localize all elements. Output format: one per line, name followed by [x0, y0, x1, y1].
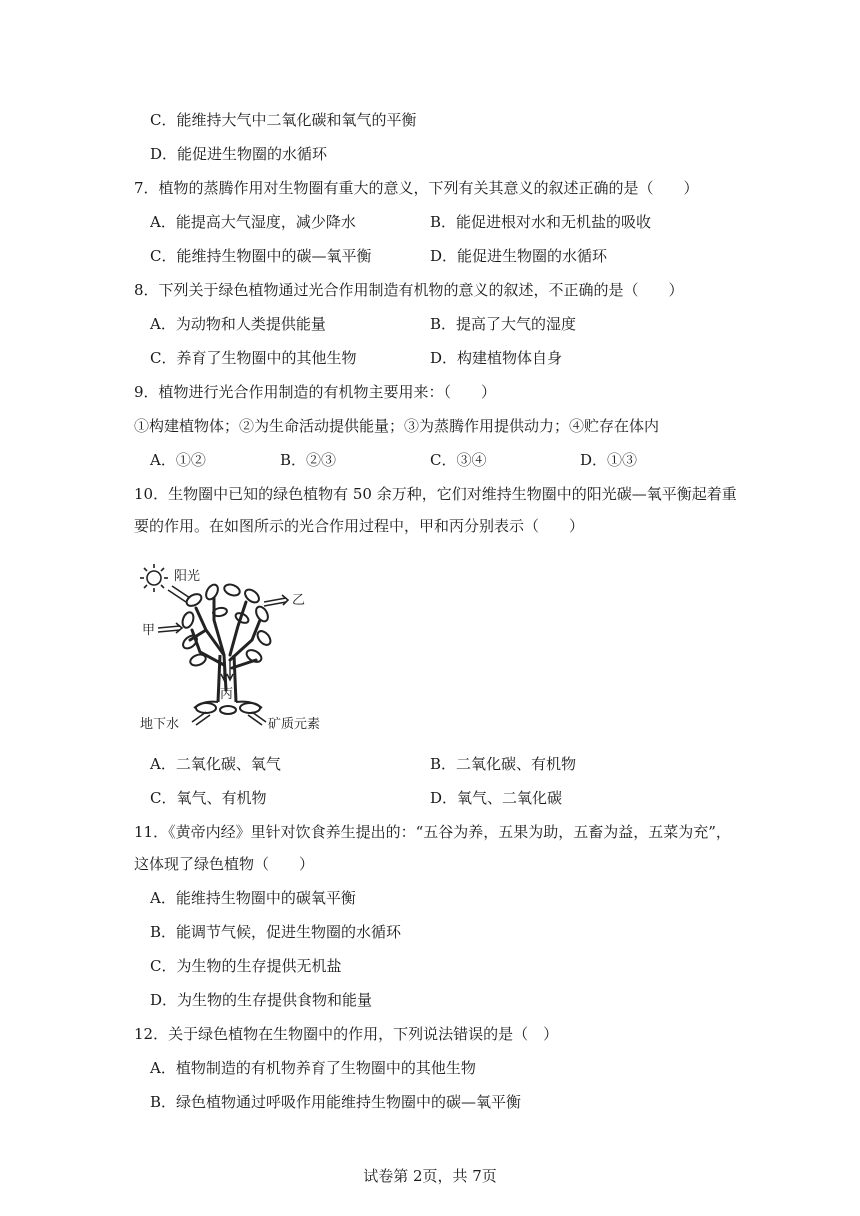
q12-option-b: B．绿色植物通过呼吸作用能维持生物圈中的碳—氧平衡 — [150, 1093, 522, 1111]
q12-stem: 12．关于绿色植物在生物圈中的作用，下列说法错误的是（ ） — [134, 1025, 559, 1043]
q11-stem-line2: 这体现了绿色植物（ ） — [134, 855, 315, 873]
tree-diagram — [134, 560, 334, 735]
q8-option-a: A．为动物和人类提供能量 — [150, 315, 326, 333]
q11-option-d: D．为生物的生存提供食物和能量 — [150, 991, 373, 1009]
label-yi: 乙 — [292, 593, 306, 608]
q9-option-d: D．①③ — [580, 451, 638, 469]
q6-option-d: D．能促进生物圈的水循环 — [150, 145, 328, 163]
tree-branches — [190, 598, 260, 690]
q10-stem-line2: 要的作用。在如图所示的光合作用过程中，甲和丙分别表示（ ） — [134, 517, 585, 535]
q7-stem: 7．植物的蒸腾作用对生物圈有重大的意义，下列有关其意义的叙述正确的是（ ） — [134, 179, 699, 197]
q9-option-a: A．①② — [150, 451, 206, 469]
label-minerals: 矿质元素 — [268, 717, 321, 732]
q9-stem: 9．植物进行光合作用制造的有机物主要用来：（ ） — [134, 383, 497, 401]
q10-option-c: C．氧气、有机物 — [150, 789, 267, 807]
q9-option-c: C．③④ — [430, 451, 487, 469]
q8-option-b: B．提高了大气的湿度 — [430, 315, 577, 333]
page-footer: 试卷第 2页，共 7页 — [363, 1167, 497, 1185]
label-jia: 甲 — [142, 623, 156, 638]
q8-option-d: D．构建植物体自身 — [430, 349, 563, 367]
q10-option-b: B．二氧化碳、有机物 — [430, 755, 577, 773]
q8-stem: 8．下列关于绿色植物通过光合作用制造有机物的意义的叙述，不正确的是（ ） — [134, 281, 684, 299]
q11-stem-line1: 11．《黄帝内经》里针对饮食养生提出的：“五谷为养，五果为助，五畜为益，五菜为充”， — [134, 823, 731, 841]
q7-option-d: D．能促进生物圈的水循环 — [430, 247, 608, 265]
q7-option-a: A．能提高大气湿度，减少降水 — [150, 213, 356, 231]
q9-option-b: B．②③ — [280, 451, 337, 469]
q11-option-b: B．能调节气候，促进生物圈的水循环 — [150, 923, 402, 941]
q10-option-d: D．氧气、二氧化碳 — [430, 789, 563, 807]
q10-option-a: A．二氧化碳、氧气 — [150, 755, 281, 773]
photosynthesis-tree-figure — [134, 560, 334, 735]
q9-sub-items: ①构建植物体；②为生命活动提供能量；③为蒸腾作用提供动力；④贮存在体内 — [134, 417, 660, 435]
q7-option-c: C．能维持生物圈中的碳—氧平衡 — [150, 247, 372, 265]
q12-option-a: A．植物制造的有机物养育了生物圈中的其他生物 — [150, 1059, 476, 1077]
label-groundwater: 地下水 — [140, 717, 180, 732]
q8-option-c: C．养育了生物圈中的其他生物 — [150, 349, 357, 367]
q11-option-c: C．为生物的生存提供无机盐 — [150, 957, 342, 975]
tree-roots — [194, 702, 262, 714]
q11-option-a: A．能维持生物圈中的碳氧平衡 — [150, 889, 356, 907]
sun-label: 阳光 — [174, 569, 201, 584]
label-bing: 丙 — [220, 687, 234, 702]
sun-icon — [140, 564, 168, 592]
q6-option-c: C．能维持大气中二氧化碳和氧气的平衡 — [150, 111, 417, 129]
q10-stem-line1: 10．生物圈中已知的绿色植物有 50 余万种，它们对维持生物圈中的阳光碳—氧平衡起着重 — [134, 485, 737, 503]
q7-option-b: B．能促进根对水和无机盐的吸收 — [430, 213, 652, 231]
